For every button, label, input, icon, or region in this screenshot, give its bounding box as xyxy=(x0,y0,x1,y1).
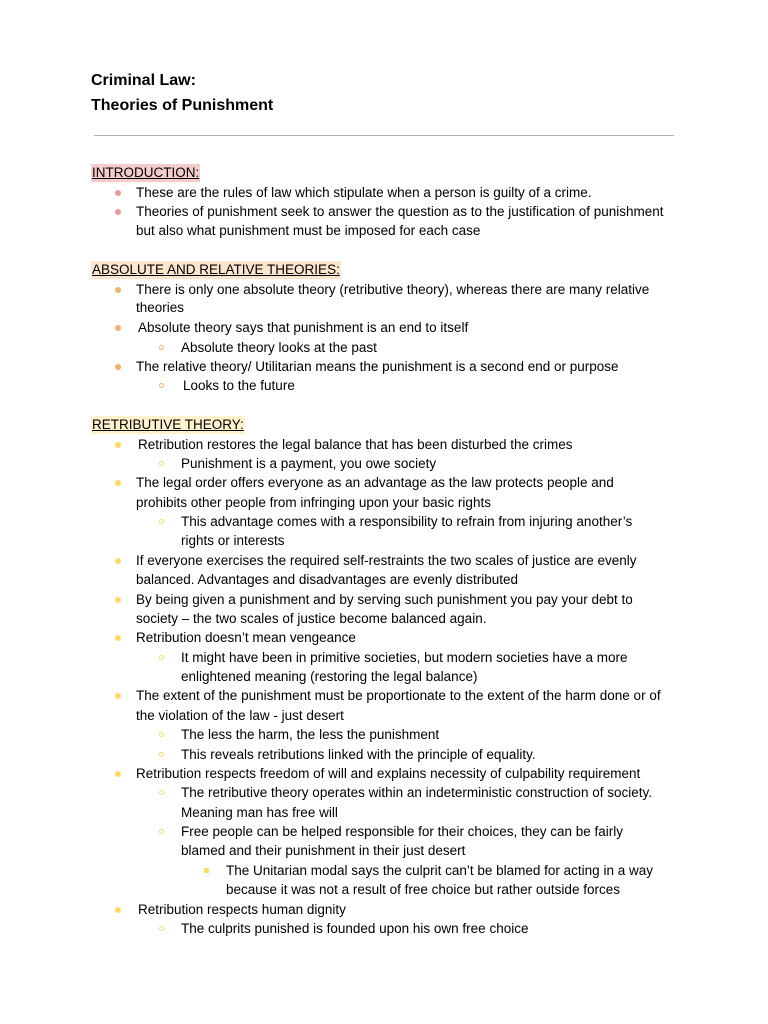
list-item-continuation: balanced. Advantages and disadvantages are evenly distributed xyxy=(136,572,519,587)
sub-list-item: Looks to the future xyxy=(183,378,295,393)
list-item-continuation: but also what punishment must be imposed for each case xyxy=(136,223,481,238)
list-item: Theories of punishment seek to answer the question as to the justification of punishment xyxy=(136,204,664,219)
bullet-icon xyxy=(115,635,121,641)
sub-list-item: This reveals retributions linked with the principle of equality. xyxy=(181,747,536,762)
list-item: Retribution restores the legal balance that has been disturbed the crimes xyxy=(138,437,573,452)
sub-bullet-icon xyxy=(159,752,164,757)
sub-bullet-icon xyxy=(159,519,164,524)
sub-list-item: It might have been in primitive societies, but modern societies have a more xyxy=(181,650,628,665)
bullet-icon xyxy=(115,364,121,370)
list-item: By being given a punishment and by serving such punishment you pay your debt to xyxy=(136,592,633,607)
list-item: The legal order offers everyone as an advantage as the law protects people and xyxy=(136,475,614,490)
sub-bullet-icon xyxy=(159,345,164,350)
sub-bullet-icon xyxy=(159,461,164,466)
list-item: There is only one absolute theory (retributive theory), whereas there are many relative xyxy=(136,282,650,297)
bullet-icon xyxy=(115,287,121,293)
list-item: Retribution respects freedom of will and explains necessity of culpability requirement xyxy=(136,766,641,781)
list-item: These are the rules of law which stipulate when a person is guilty of a crime. xyxy=(136,185,592,200)
list-item: The relative theory/ Utilitarian means the punishment is a second end or purpose xyxy=(136,359,619,374)
list-item-continuation: prohibits other people from infringing upon your basic rights xyxy=(136,495,491,510)
sub-list-item: The less the harm, the less the punishment xyxy=(181,727,440,742)
sub-bullet-icon xyxy=(159,790,164,795)
sub-bullet-icon xyxy=(159,383,164,388)
list-item: Retribution respects human dignity xyxy=(138,902,346,917)
list-item: If everyone exercises the required self-restraints the two scales of justice are evenly xyxy=(136,553,637,568)
bullet-icon xyxy=(115,907,121,913)
sub-bullet-icon xyxy=(159,732,164,737)
bullet-icon xyxy=(115,597,121,603)
sub-sub-list-item: The Unitarian modal says the culprit can’t be blamed for acting in a way xyxy=(226,863,653,878)
bullet-icon xyxy=(115,480,121,486)
sub-list-item: The culprits punished is founded upon his own free choice xyxy=(181,921,529,936)
list-item: Retribution doesn’t mean vengeance xyxy=(136,630,356,645)
bullet-icon xyxy=(115,190,121,196)
bullet-icon xyxy=(115,325,121,331)
sub-list-item-continuation: rights or interests xyxy=(181,533,285,548)
sub-list-item-continuation: Meaning man has free will xyxy=(181,805,338,820)
document-title-line-2: Theories of Punishment xyxy=(91,97,274,114)
list-item-continuation: theories xyxy=(136,300,185,315)
sub-bullet-icon xyxy=(159,926,164,931)
bullet-icon xyxy=(115,771,121,777)
sub-list-item-continuation: enlightened meaning (restoring the legal balance) xyxy=(181,669,478,684)
sub-list-item: Free people can be helped responsible for their choices, they can be fairly xyxy=(181,824,624,839)
sub-list-item: This advantage comes with a responsibility to refrain from injuring another’s xyxy=(181,514,633,529)
list-item-continuation: the violation of the law - just desert xyxy=(136,708,344,723)
list-item-continuation: society – the two scales of justice become balanced again. xyxy=(136,611,487,626)
document-title-line-1: Criminal Law: xyxy=(91,72,196,89)
bullet-icon xyxy=(115,442,121,448)
sub-list-item: Absolute theory looks at the past xyxy=(181,340,377,355)
sub-sub-list-item-continuation: because it was not a result of free choice but rather outside forces xyxy=(226,882,620,897)
square-bullet-icon xyxy=(204,868,209,873)
sub-bullet-icon xyxy=(159,829,164,834)
horizontal-divider xyxy=(94,135,674,136)
sub-bullet-icon xyxy=(159,655,164,660)
introduction-heading: INTRODUCTION: xyxy=(92,165,200,180)
sub-list-item: The retributive theory operates within an indeterministic construction of society. xyxy=(181,785,652,800)
retributive-theory-heading: RETRIBUTIVE THEORY: xyxy=(92,417,244,432)
list-item: The extent of the punishment must be proportionate to the extent of the harm done or of xyxy=(136,688,661,703)
sub-list-item-continuation: blamed and their punishment in their just desert xyxy=(181,843,466,858)
list-item: Absolute theory says that punishment is an end to itself xyxy=(138,320,469,335)
bullet-icon xyxy=(115,558,121,564)
absolute-relative-heading: ABSOLUTE AND RELATIVE THEORIES: xyxy=(92,262,340,277)
bullet-icon xyxy=(115,209,121,215)
sub-list-item: Punishment is a payment, you owe society xyxy=(181,456,437,471)
bullet-icon xyxy=(115,693,121,699)
